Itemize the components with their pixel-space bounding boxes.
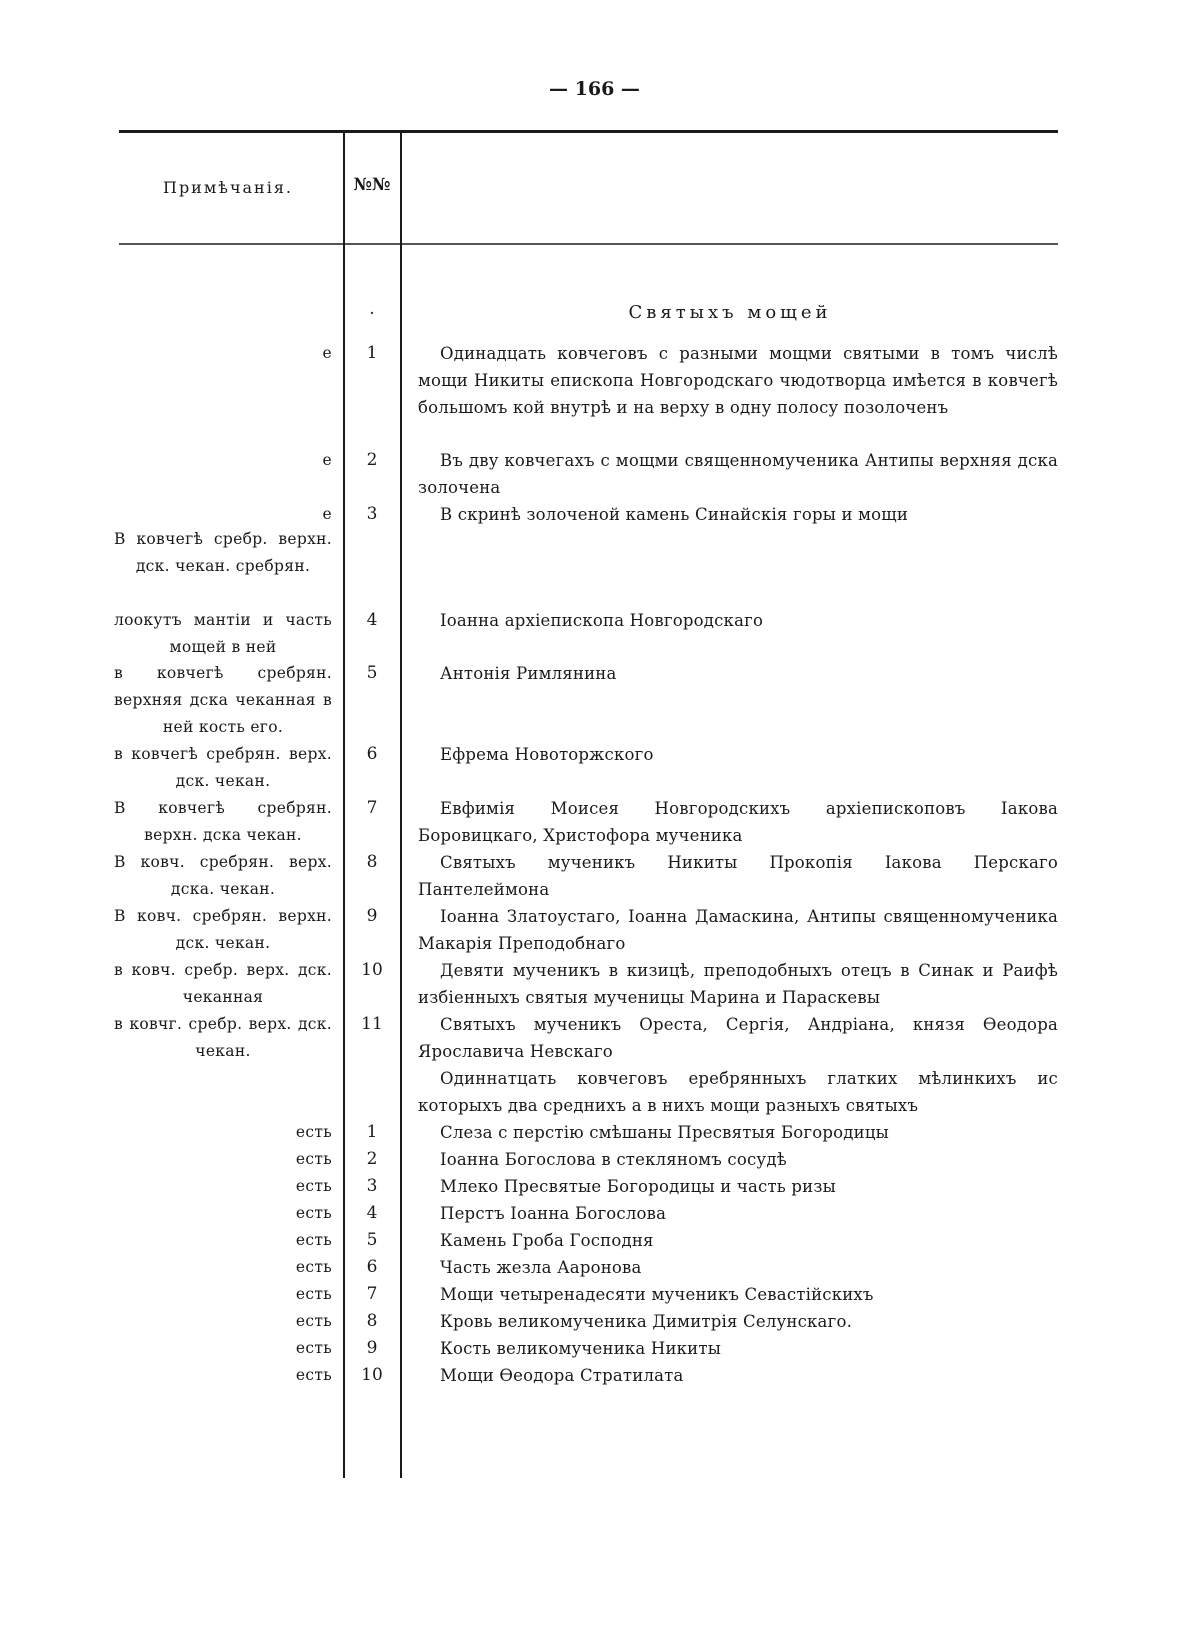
row-text: Часть жезла Ааронова — [440, 1258, 642, 1277]
section-dot: . — [369, 299, 375, 319]
row-number: 7 — [366, 1284, 378, 1304]
row-text: Кровь великомученика Димитрія Селунскаго. — [440, 1312, 853, 1331]
row-note: лоокутъ мантіи и часть мощей в ней — [114, 611, 332, 656]
row-note: в ковч. сребр. верх. дск. чеканная — [114, 961, 332, 1006]
row-note: есть — [295, 1366, 332, 1384]
row-note: есть — [295, 1312, 332, 1330]
row-note: есть — [295, 1123, 332, 1141]
row-number: 10 — [361, 960, 383, 980]
row-number: 4 — [366, 1203, 378, 1223]
row-number: 7 — [366, 798, 378, 818]
row-note: в ковчегѣ сребрян. верхняя дска чеканная в ней кость его. — [114, 664, 332, 736]
row-note: есть — [295, 1177, 332, 1195]
row-number: 2 — [366, 450, 378, 470]
row-number: 6 — [366, 744, 378, 764]
row-number: 3 — [366, 504, 378, 524]
row-number: 6 — [366, 1257, 378, 1277]
row-text: Евфимія Моисея Новгородскихъ архіепископовъ Іакова Боровицкаго, Христофора мученика — [418, 799, 1058, 845]
row-text: В скринѣ золоченой камень Синайскія горы и мощи — [440, 505, 909, 524]
header-rule — [119, 243, 1058, 245]
row-number: 10 — [361, 1365, 383, 1385]
row-note: В ковчегѣ сребр. верхн. дск. чекан. сребрян. — [114, 530, 332, 575]
row-number: 5 — [366, 1230, 378, 1250]
row-text: Млеко Пресвятые Богородицы и часть ризы — [440, 1177, 836, 1196]
row-note: есть — [295, 1285, 332, 1303]
row-note: есть — [295, 1204, 332, 1222]
row-text: Девяти мученикъ в кизицѣ, преподобныхъ отецъ в Синак и Раифѣ избіенныхъ святыя мученицы Марина и Параскевы — [418, 961, 1058, 1007]
row-note: есть — [295, 1150, 332, 1168]
row-text: Антонія Римлянина — [440, 664, 617, 683]
row-note: В ковч. сребрян. верх. дска. чекан. — [114, 853, 332, 898]
row-text: Слеза с перстію смѣшаны Пресвятыя Богородицы — [440, 1123, 889, 1142]
row-note: в ковчегѣ сребрян. верх. дск. чекан. — [114, 745, 332, 790]
row-note: В ковч. сребрян. верхн. дск. чекан. — [114, 907, 332, 952]
top-rule — [119, 130, 1058, 133]
header-num-label: №№ — [353, 175, 391, 195]
row-number: 2 — [366, 1149, 378, 1169]
row-number: 1 — [366, 1122, 378, 1142]
row-text: Одиннатцать ковчеговъ еребрянныхъ глатких мѣлинкихъ ис которыхъ два среднихъ а в нихъ мощи разныхъ святыхъ — [418, 1069, 1058, 1115]
row-text: Іоанна Богослова в стекляномъ сосудѣ — [440, 1150, 787, 1169]
row-note: е — [322, 505, 332, 523]
row-text: Мощи Ѳеодора Стратилата — [440, 1366, 684, 1385]
row-text: Одинадцать ковчеговъ с разными мощми святыми в томъ числѣ мощи Никиты епископа Новгородскаго чюдотворца имѣется в ковчегѣ большомъ кой внутрѣ и на верху в одну полосу позолоченъ — [418, 344, 1058, 417]
row-text: Іоанна Златоустаго, Іоанна Дамаскина, Антипы священномученика Макарія Преподобнаго — [418, 907, 1058, 953]
row-number: 5 — [366, 663, 378, 683]
row-number: 9 — [366, 906, 378, 926]
row-text: Камень Гроба Господня — [440, 1231, 654, 1250]
page-number: — 166 — — [549, 78, 640, 100]
row-number: 4 — [366, 610, 378, 630]
row-text: Кость великомученика Никиты — [440, 1339, 722, 1358]
row-note: есть — [295, 1339, 332, 1357]
row-note: В ковчегѣ сребрян. верхн. дска чекан. — [114, 799, 332, 844]
row-number: 8 — [366, 1311, 378, 1331]
header-notes-label: Примѣчанія. — [162, 178, 294, 197]
row-text: Святыхъ мученикъ Ореста, Сергія, Андріана, князя Ѳеодора Ярославича Невскаго — [418, 1015, 1058, 1061]
row-number: 3 — [366, 1176, 378, 1196]
row-text: Мощи четыренадесяти мученикъ Севастійскихъ — [440, 1285, 874, 1304]
row-note: е — [322, 451, 332, 469]
row-text: Святыхъ мученикъ Никиты Прокопія Іакова Перскаго Пантелеймона — [418, 853, 1058, 899]
row-text: Въ дву ковчегахъ с мощми священномученика Антипы верхняя дска золочена — [418, 451, 1058, 497]
row-note: в ковчг. сребр. верх. дск. чекан. — [114, 1015, 332, 1060]
row-number: 11 — [361, 1014, 383, 1034]
row-note: есть — [295, 1231, 332, 1249]
row-note: е — [322, 344, 332, 362]
row-note: есть — [295, 1258, 332, 1276]
section-title: Святыхъ мощей — [628, 302, 832, 323]
row-number: 8 — [366, 852, 378, 872]
column-divider-right — [400, 133, 402, 1478]
row-number: 9 — [366, 1338, 378, 1358]
row-text: Іоанна архіепископа Новгородскаго — [440, 611, 764, 630]
row-text: Ефрема Новоторжского — [440, 745, 654, 764]
row-text: Перстъ Іоанна Богослова — [440, 1204, 667, 1223]
row-number: 1 — [366, 343, 378, 363]
